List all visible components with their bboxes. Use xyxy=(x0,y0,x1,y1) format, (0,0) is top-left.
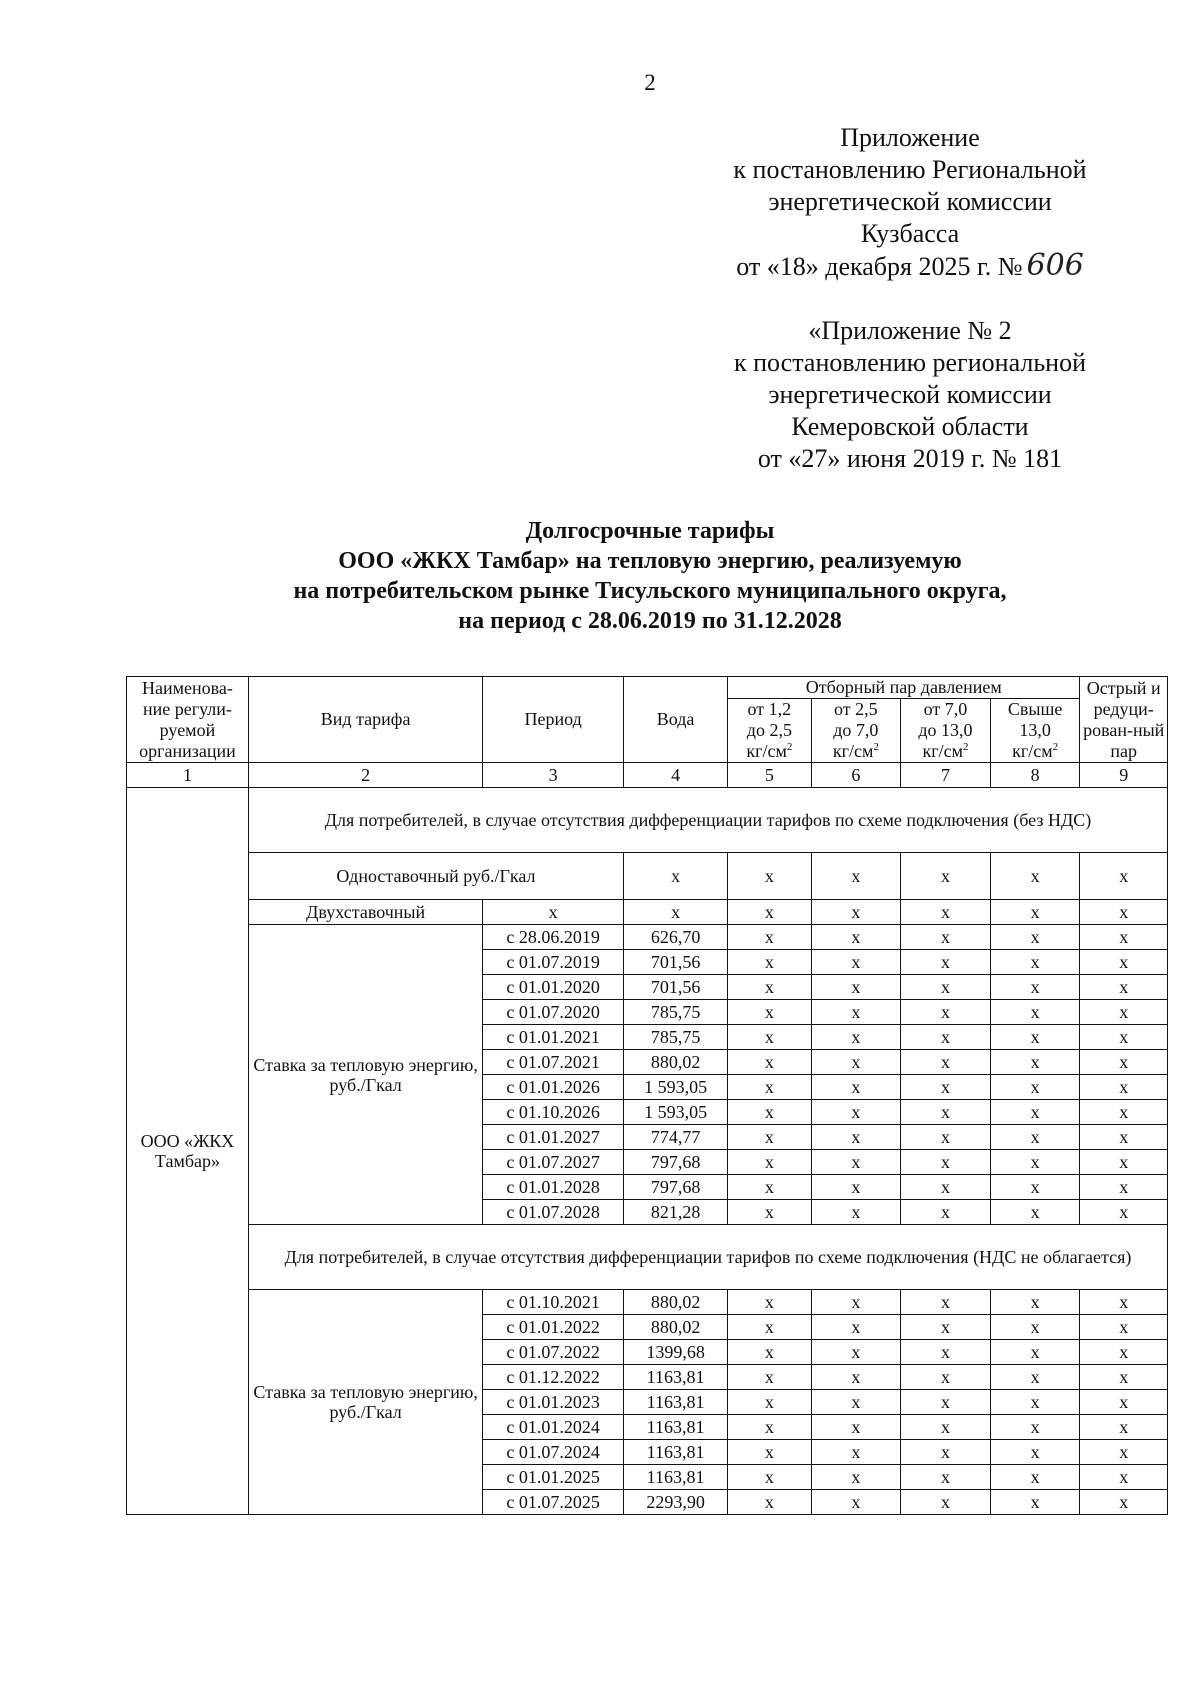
x-mark: х xyxy=(728,925,811,950)
period-cell: с 01.07.2025 xyxy=(483,1490,624,1515)
x-mark: х xyxy=(901,1290,991,1315)
x-mark: х xyxy=(811,1365,901,1390)
x-mark: х xyxy=(728,1100,811,1125)
x-mark: х xyxy=(811,1025,901,1050)
x-mark: х xyxy=(811,925,901,950)
x-mark: х xyxy=(1080,1075,1168,1100)
period-cell: с 01.01.2027 xyxy=(483,1125,624,1150)
water-value: 701,56 xyxy=(624,950,728,975)
x-mark: х xyxy=(811,1415,901,1440)
x-mark: х xyxy=(901,1000,991,1025)
header-org: Наименова-ние регули-руемой организации xyxy=(127,677,249,763)
period-cell: с 01.01.2024 xyxy=(483,1415,624,1440)
period-cell: с 01.07.2022 xyxy=(483,1340,624,1365)
x-mark: х xyxy=(901,1315,991,1340)
water-value: 1399,68 xyxy=(624,1340,728,1365)
period-cell: с 01.01.2026 xyxy=(483,1075,624,1100)
x-mark: х xyxy=(990,853,1080,900)
x-mark: х xyxy=(1080,1440,1168,1465)
organization-name: ООО «ЖКХ Тамбар» xyxy=(127,788,249,1515)
x-mark: х xyxy=(990,1200,1080,1225)
x-mark: х xyxy=(811,1390,901,1415)
x-mark: х xyxy=(811,1440,901,1465)
column-number: 9 xyxy=(1080,763,1168,788)
column-number: 6 xyxy=(811,763,901,788)
column-number: 7 xyxy=(901,763,991,788)
table-row xyxy=(127,900,1168,925)
header-period: Период xyxy=(483,677,624,763)
x-mark: х xyxy=(901,1125,991,1150)
header-steam-4: Свыше 13,0 $кг/см^2$ xyxy=(990,699,1080,763)
x-mark: х xyxy=(901,1490,991,1515)
water-value: 1163,81 xyxy=(624,1465,728,1490)
appendix-line: от «27» июня 2019 г. № 181 xyxy=(757,444,1063,473)
x-mark: х xyxy=(901,1050,991,1075)
x-mark: х xyxy=(728,1025,811,1050)
water-value: 797,68 xyxy=(624,1150,728,1175)
x-mark: х xyxy=(901,1465,991,1490)
title-line: на потребительском рынке Тисульского муниципального округа, xyxy=(293,578,1007,604)
x-mark: х xyxy=(990,1050,1080,1075)
period-cell: с 01.01.2025 xyxy=(483,1465,624,1490)
section-caption: Для потребителей, в случае отсутствия дифференциации тарифов по схеме подключения (НДС не облагается) xyxy=(248,1225,1167,1290)
x-mark: х xyxy=(728,1175,811,1200)
x-mark: х xyxy=(728,1390,811,1415)
title-line: на период с 28.06.2019 по 31.12.2028 xyxy=(458,608,842,634)
tariff-type: Ставка за тепловую энергию, руб./Гкал xyxy=(248,1290,482,1515)
water-value: 785,75 xyxy=(624,1025,728,1050)
water-value: 1 593,05 xyxy=(624,1100,728,1125)
x-mark: х xyxy=(728,1415,811,1440)
period-cell: с 01.07.2028 xyxy=(483,1200,624,1225)
x-mark: х xyxy=(1080,1125,1168,1150)
appendix-line: Кемеровской области xyxy=(791,412,1029,441)
x-mark: х xyxy=(901,925,991,950)
x-mark: х xyxy=(811,1175,901,1200)
x-mark: х xyxy=(1080,1490,1168,1515)
appendix-line: энергетической комиссии xyxy=(768,187,1052,216)
x-mark: х xyxy=(624,900,728,925)
period-cell: с 01.07.2020 xyxy=(483,1000,624,1025)
x-mark: х xyxy=(901,1340,991,1365)
column-number: 8 xyxy=(990,763,1080,788)
x-mark: х xyxy=(1080,1150,1168,1175)
tariff-table xyxy=(126,676,1168,1515)
appendix-line: к постановлению региональной xyxy=(733,348,1087,377)
x-mark: х xyxy=(811,975,901,1000)
x-mark: х xyxy=(1080,925,1168,950)
x-mark: х xyxy=(811,900,901,925)
x-mark: х xyxy=(990,1390,1080,1415)
period-cell: с 28.06.2019 xyxy=(483,925,624,950)
x-mark: х xyxy=(901,1390,991,1415)
period-cell: с 01.01.2022 xyxy=(483,1315,624,1340)
water-value: 1163,81 xyxy=(624,1415,728,1440)
page-number: 2 xyxy=(644,70,656,95)
x-mark: х xyxy=(990,900,1080,925)
x-mark: х xyxy=(1080,1025,1168,1050)
appendix-line: Приложение xyxy=(840,123,980,152)
x-mark: х xyxy=(990,1315,1080,1340)
x-mark: х xyxy=(811,1290,901,1315)
x-mark: х xyxy=(811,853,901,900)
water-value: 701,56 xyxy=(624,975,728,1000)
x-mark: х xyxy=(901,1150,991,1175)
appendix-line: к постановлению Региональной xyxy=(733,155,1087,184)
water-value: 1163,81 xyxy=(624,1440,728,1465)
appendix-date-line xyxy=(700,250,1120,283)
x-mark: х xyxy=(811,1340,901,1365)
x-mark: х xyxy=(990,1415,1080,1440)
x-mark: х xyxy=(728,1290,811,1315)
x-mark: х xyxy=(1080,1100,1168,1125)
x-mark: х xyxy=(1080,1340,1168,1365)
section-caption: Для потребителей, в случае отсутствия дифференциации тарифов по схеме подключения (без НДС) xyxy=(248,788,1167,853)
tariff-type: Одноставочный руб./Гкал xyxy=(248,853,623,900)
x-mark: х xyxy=(901,1100,991,1125)
period-cell: с 01.01.2021 xyxy=(483,1025,624,1050)
x-mark: х xyxy=(990,1100,1080,1125)
water-value: 821,28 xyxy=(624,1200,728,1225)
period-cell: с 01.01.2020 xyxy=(483,975,624,1000)
x-mark: х xyxy=(901,1440,991,1465)
column-number-row xyxy=(127,763,1168,788)
x-mark: х xyxy=(1080,853,1168,900)
x-mark: х xyxy=(1080,1365,1168,1390)
header-sharp-steam: Острый и редуци-рован-ный пар xyxy=(1080,677,1168,763)
x-mark: х xyxy=(901,975,991,1000)
x-mark: х xyxy=(728,975,811,1000)
x-mark: х xyxy=(990,1125,1080,1150)
appendix-date: от «18» декабря 2025 г. № xyxy=(736,252,1023,281)
x-mark: х xyxy=(990,925,1080,950)
x-mark: х xyxy=(1080,950,1168,975)
column-number: 2 xyxy=(248,763,482,788)
water-value: 1163,81 xyxy=(624,1390,728,1415)
x-mark: х xyxy=(1080,1290,1168,1315)
x-mark: х xyxy=(1080,1200,1168,1225)
x-mark: х xyxy=(811,1000,901,1025)
appendix-line: «Приложение № 2 xyxy=(808,316,1012,345)
x-mark: х xyxy=(901,1025,991,1050)
x-mark: х xyxy=(990,1175,1080,1200)
x-mark: х xyxy=(901,950,991,975)
appendix-line: Кузбасса xyxy=(860,219,960,248)
x-mark: х xyxy=(901,900,991,925)
x-mark: х xyxy=(624,853,728,900)
header-water: Вода xyxy=(624,677,728,763)
water-value: 785,75 xyxy=(624,1000,728,1025)
section-caption-row xyxy=(127,788,1168,853)
x-mark: х xyxy=(728,1125,811,1150)
x-mark: х xyxy=(728,950,811,975)
column-number: 4 xyxy=(624,763,728,788)
x-mark: х xyxy=(728,853,811,900)
period-cell: с 01.10.2026 xyxy=(483,1100,624,1125)
x-mark: х xyxy=(811,1490,901,1515)
x-mark: х xyxy=(901,1175,991,1200)
x-mark: х xyxy=(811,1200,901,1225)
x-mark: х xyxy=(811,950,901,975)
title-line: ООО «ЖКХ Тамбар» на тепловую энергию, реализуемую xyxy=(338,548,962,574)
water-value: 1 593,05 xyxy=(624,1075,728,1100)
water-value: 880,02 xyxy=(624,1050,728,1075)
table-row xyxy=(127,853,1168,900)
period-cell: с 01.01.2028 xyxy=(483,1175,624,1200)
x-mark: х xyxy=(811,1125,901,1150)
water-value: 2293,90 xyxy=(624,1490,728,1515)
x-mark: х xyxy=(483,900,624,925)
handwritten-number: 606 xyxy=(1026,248,1084,283)
x-mark: х xyxy=(1080,1465,1168,1490)
x-mark: х xyxy=(990,975,1080,1000)
period-cell: с 01.07.2027 xyxy=(483,1150,624,1175)
x-mark: х xyxy=(1080,1000,1168,1025)
table-row xyxy=(127,1290,1168,1315)
x-mark: х xyxy=(728,1465,811,1490)
period-cell: с 01.07.2024 xyxy=(483,1440,624,1465)
column-number: 5 xyxy=(728,763,811,788)
x-mark: х xyxy=(811,1150,901,1175)
x-mark: х xyxy=(1080,1390,1168,1415)
column-number: 1 xyxy=(127,763,249,788)
x-mark: х xyxy=(990,1465,1080,1490)
x-mark: х xyxy=(728,1440,811,1465)
x-mark: х xyxy=(990,1025,1080,1050)
x-mark: х xyxy=(728,1340,811,1365)
x-mark: х xyxy=(901,1200,991,1225)
appendix-current-header xyxy=(700,122,1120,283)
x-mark: х xyxy=(901,1415,991,1440)
x-mark: х xyxy=(990,1000,1080,1025)
tariff-type: Ставка за тепловую энергию, руб./Гкал xyxy=(248,925,482,1225)
x-mark: х xyxy=(728,1050,811,1075)
x-mark: х xyxy=(901,853,991,900)
title-line: Долгосрочные тарифы xyxy=(525,518,775,544)
x-mark: х xyxy=(811,1075,901,1100)
x-mark: х xyxy=(990,1290,1080,1315)
x-mark: х xyxy=(728,900,811,925)
x-mark: х xyxy=(811,1050,901,1075)
tariff-type: Двухставочный xyxy=(248,900,482,925)
x-mark: х xyxy=(990,1075,1080,1100)
x-mark: х xyxy=(728,1365,811,1390)
column-number: 3 xyxy=(483,763,624,788)
x-mark: х xyxy=(1080,1050,1168,1075)
x-mark: х xyxy=(811,1465,901,1490)
x-mark: х xyxy=(990,950,1080,975)
water-value: 1163,81 xyxy=(624,1365,728,1390)
x-mark: х xyxy=(728,1490,811,1515)
table-row xyxy=(127,925,1168,950)
period-cell: с 01.07.2021 xyxy=(483,1050,624,1075)
section-caption-row xyxy=(127,1225,1168,1290)
x-mark: х xyxy=(728,1000,811,1025)
x-mark: х xyxy=(901,1365,991,1390)
x-mark: х xyxy=(1080,900,1168,925)
header-steam-group: Отборный пар давлением xyxy=(728,677,1080,699)
period-cell: с 01.12.2022 xyxy=(483,1365,624,1390)
x-mark: х xyxy=(728,1075,811,1100)
x-mark: х xyxy=(990,1150,1080,1175)
x-mark: х xyxy=(811,1100,901,1125)
period-cell: с 01.01.2023 xyxy=(483,1390,624,1415)
water-value: 797,68 xyxy=(624,1175,728,1200)
header-steam-1: от 1,2 до 2,5 $кг/см^2$ xyxy=(728,699,811,763)
appendix-line: энергетической комиссии xyxy=(768,380,1052,409)
x-mark: х xyxy=(1080,1315,1168,1340)
water-value: 880,02 xyxy=(624,1290,728,1315)
water-value: 880,02 xyxy=(624,1315,728,1340)
x-mark: х xyxy=(1080,1415,1168,1440)
x-mark: х xyxy=(990,1490,1080,1515)
x-mark: х xyxy=(1080,1175,1168,1200)
period-cell: с 01.10.2021 xyxy=(483,1290,624,1315)
period-cell: с 01.07.2019 xyxy=(483,950,624,975)
x-mark: х xyxy=(901,1075,991,1100)
header-steam-3: от 7,0 до 13,0 $кг/см^2$ xyxy=(901,699,991,763)
x-mark: х xyxy=(990,1365,1080,1390)
water-value: 774,77 xyxy=(624,1125,728,1150)
x-mark: х xyxy=(728,1315,811,1340)
x-mark: х xyxy=(811,1315,901,1340)
x-mark: х xyxy=(990,1440,1080,1465)
water-value: 626,70 xyxy=(624,925,728,950)
x-mark: х xyxy=(990,1340,1080,1365)
document-title xyxy=(150,516,1150,636)
x-mark: х xyxy=(728,1200,811,1225)
header-steam-2: от 2,5 до 7,0 $кг/см^2$ xyxy=(811,699,901,763)
header-tariff-type: Вид тарифа xyxy=(248,677,482,763)
x-mark: х xyxy=(1080,975,1168,1000)
x-mark: х xyxy=(728,1150,811,1175)
appendix-original-header xyxy=(700,315,1120,475)
